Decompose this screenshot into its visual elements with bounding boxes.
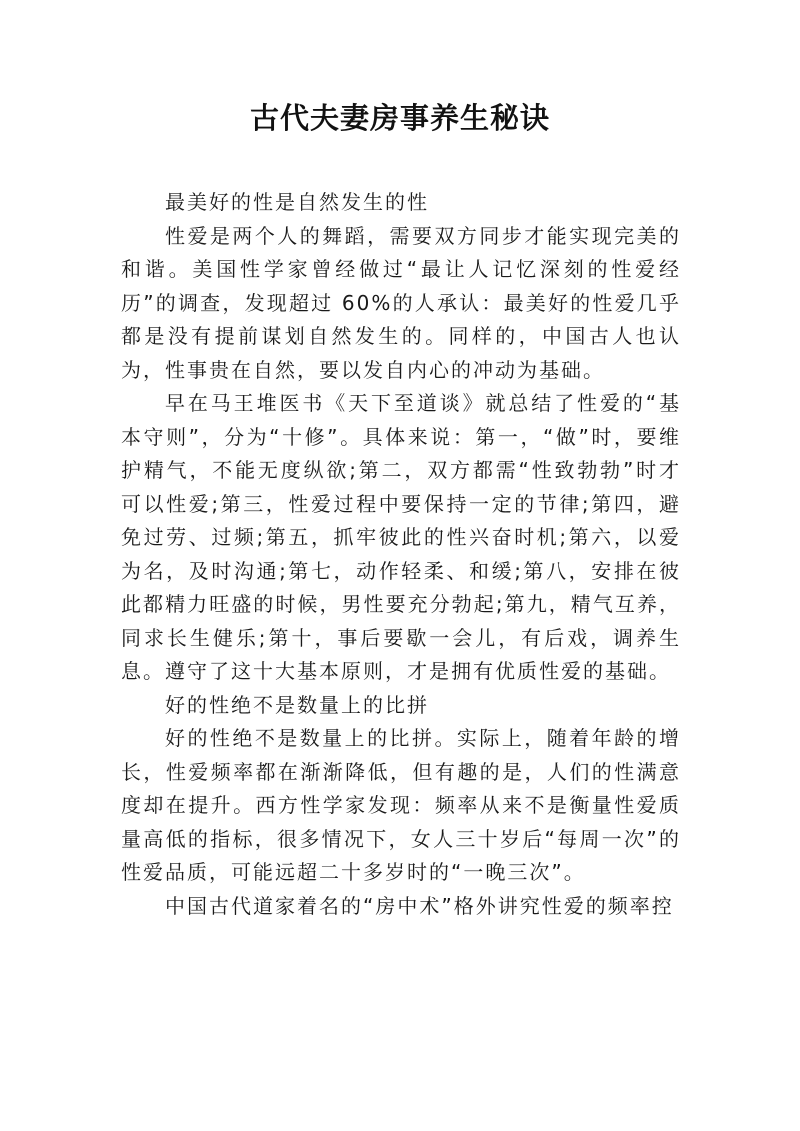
paragraph-dance: 性爱是两个人的舞蹈，需要双方同步才能实现完美的和谐。美国性学家曾经做过“最让人记忆深刻的性爱经历”的调查，发现超过 60%的人承认：最美好的性爱几乎都是没有提前谋划自然发生的。同样的，中国古人也认为，性事贵在自然，要以发自内心的冲动为基础。 bbox=[121, 223, 681, 382]
paragraph-taoist-art: 中国古代道家着名的“房中术”格外讲究性爱的频率控 bbox=[165, 893, 674, 918]
paragraph-frequency: 好的性绝不是数量上的比拼。实际上，随着年龄的增长，性爱频率都在渐渐降低，但有趣的是，人们的性满意度却在提升。西方性学家发现：频率从来不是衡量性爱质量高低的指标，很多情况下，女人三十岁后“每周一次”的性爱品质，可能远超二十多岁时的“一晚三次”。 bbox=[121, 726, 681, 884]
subheading-natural-sex: 最美好的性是自然发生的性 bbox=[165, 190, 429, 214]
document-body bbox=[121, 186, 681, 923]
subheading-not-quantity: 好的性绝不是数量上的比拼 bbox=[165, 692, 429, 717]
document-title: 古代夫妻房事养生秘诀 bbox=[249, 101, 550, 135]
paragraph-ten-rules: 早在马王堆医书《天下至道谈》就总结了性爱的“基本守则”，分为“十修”。具体来说：第一，“做”时，要维护精气，不能无度纵欲;第二，双方都需“性致勃勃”时才可以性爱;第三，性爱过程中要保持一定的节律;第四，避免过劳、过频;第五，抓牢彼此的性兴奋时机;第六，以爱为名，及时沟通;第七，动作轻柔、和缓;第八，安排在彼此都精力旺盛的时候，男性要充分勃起;第九，精气互养，同求长生健乐;第十，事后要歇一会儿，有后戏，调养生息。遵守了这十大基本原则，才是拥有优质性爱的基础。 bbox=[121, 391, 681, 683]
